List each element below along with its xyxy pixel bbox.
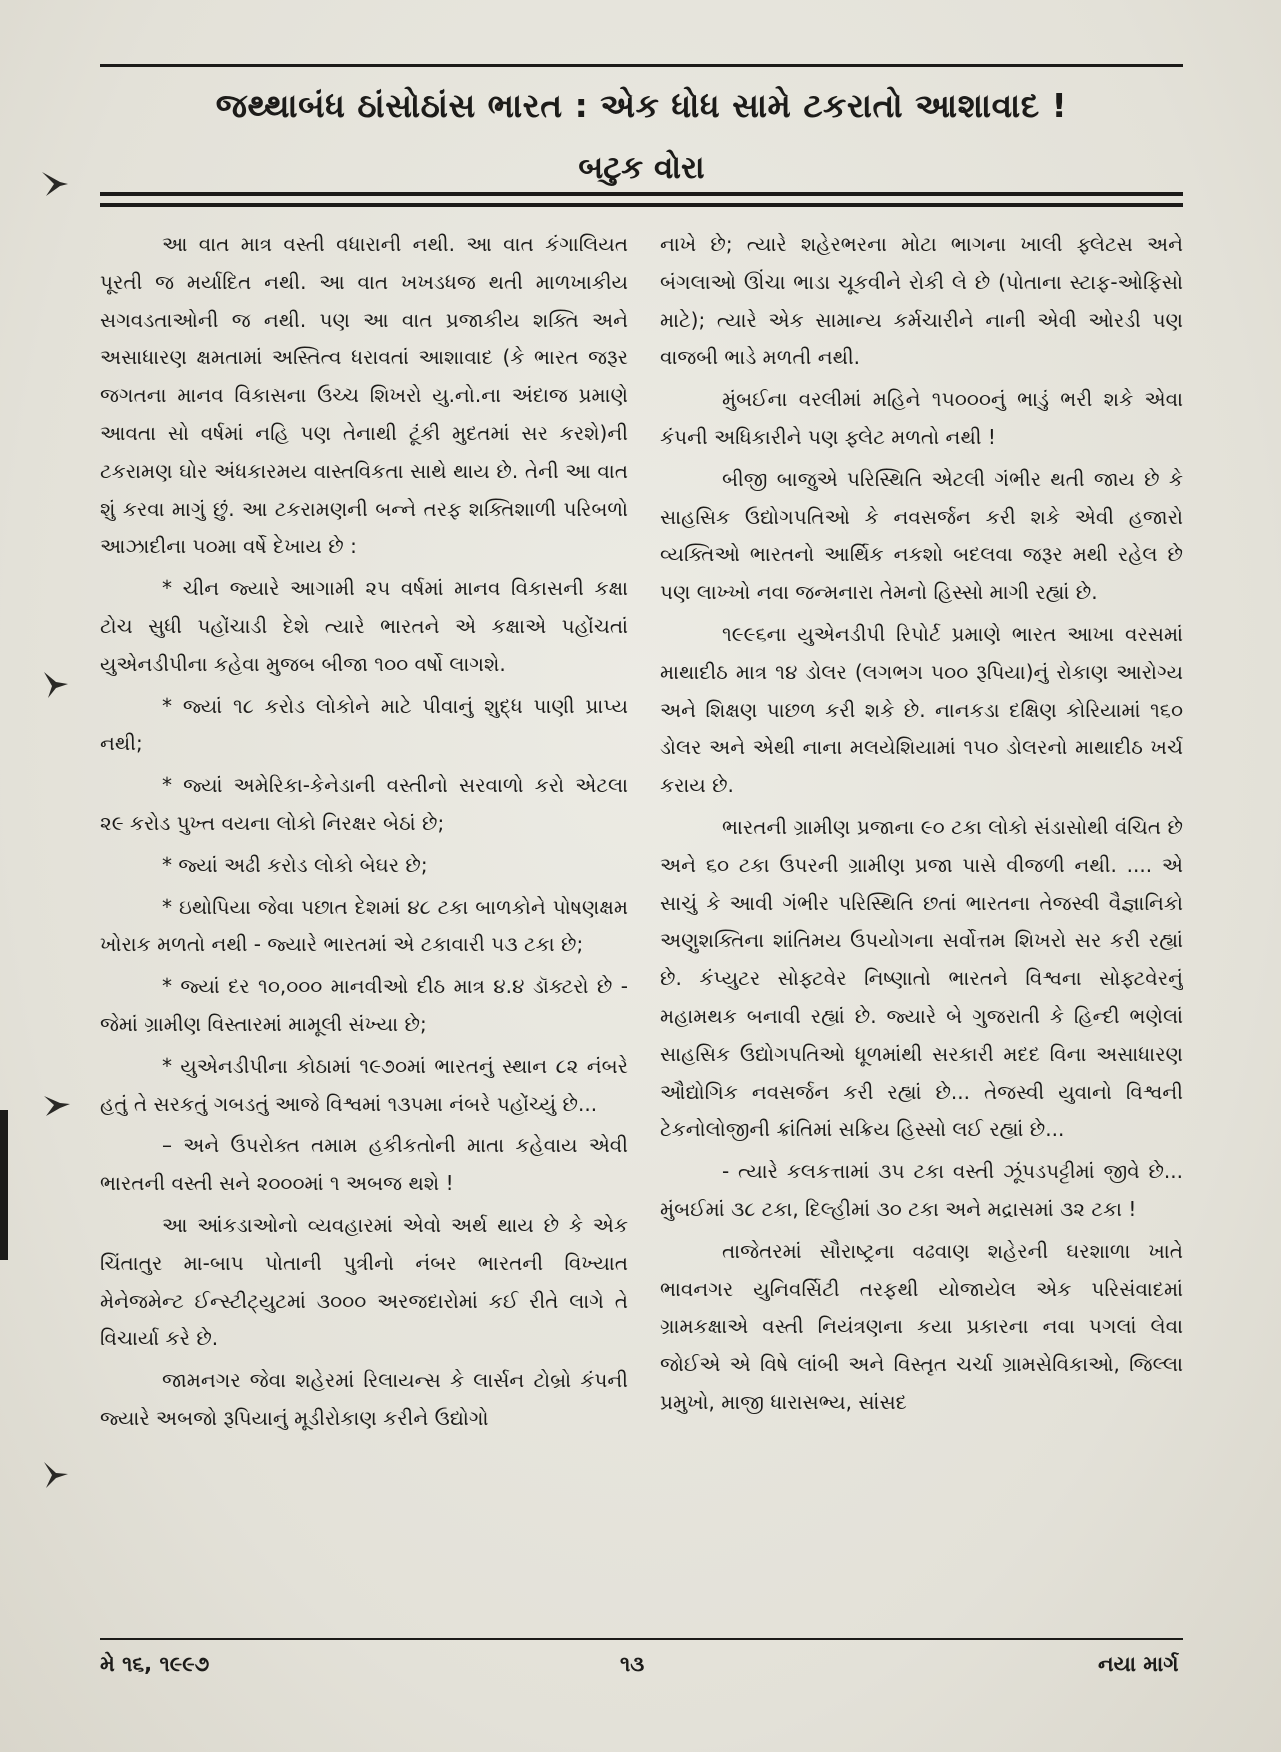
paragraph: તાજેતરમાં સૌરાષ્ટ્રના વઢવાણ શહેરની ઘરશાળા ખાતે ભાવનગર યુનિવર્સિટી તરફથી યોજાયેલ એક પરિસંવાદમાં ગ્રામકક્ષાએ વસ્તી નિયંત્રણના કયા પ્રકારના નવા પગલાં લેવા જોઈએ એ વિષે લાંબી અને વિસ્તૃત ચર્ચા ગ્રામસેવિકાઓ, જિલ્લા પ્રમુખો, માજી ધારાસભ્ય, સાંસદ xyxy=(660,1238,1183,1414)
paragraph: * જ્યાં ૧૮ કરોડ લોકોને માટે પીવાનું શુદ્ધ પાણી પ્રાપ્ય નથી; xyxy=(100,693,628,756)
paragraph: * જ્યાં અમેરિકા-કેનેડાની વસ્તીનો સરવાળો કરો એટલા ૨૯ કરોડ પુખ્ત વયના લોકો નિરક્ષર બેઠાં છે; xyxy=(100,773,628,835)
paragraph: મુંબઈના વરલીમાં મહિને ૧૫૦૦૦નું ભાડું ભરી શકે એવા કંપની અધિકારીને પણ ફ્લેટ મળતો નથી ! xyxy=(660,387,1183,449)
article-title: જથ્થાબંધ ઠાંસોઠાંસ ભારત : એક ધોધ સામે ટકરાતો આશાવાદ ! xyxy=(215,86,1068,125)
paragraph: ૧૯૯૬ના યુએનડીપી રિપોર્ટ પ્રમાણે ભારત આખા વરસમાં માથાદીઠ માત્ર ૧૪ ડોલર (લગભગ ૫૦૦ રૂપિયા)નું રોકાણ આરોગ્ય અને શિક્ષણ પાછળ કરી શકે છે. નાનકડા દક્ષિણ કોરિયામાં ૧૬૦ ડોલર અને એથી નાના મલયેશિયામાં ૧૫૦ ડોલરનો માથાદીઠ ખર્ચ કરાય છે. xyxy=(660,621,1183,798)
paragraph: * યુએનડીપીના કોઠામાં ૧૯૭૦માં ભારતનું સ્થાન ૮૨ નંબરે હતું તે સરકતું ગબડતું આજે વિશ્વમાં ૧૩૫મા નંબરે પહોંચ્યું છે... xyxy=(100,1053,628,1116)
staple-hole-mark xyxy=(40,670,70,700)
paragraph: આ વાત માત્ર વસ્તી વધારાની નથી. આ વાત કંગાલિયત પૂરતી જ મર્યાદિત નથી. આ વાત ખખડધજ થતી માળખાકીય સગવડતાઓની જ નથી. પણ આ વાત પ્રજાકીય શક્તિ અને અસાધારણ ક્ષમતામાં અસ્તિત્વ ધરાવતાં આશાવાદ (કે ભારત જરૂર જગતના માનવ વિકાસના ઉચ્ચ શિખરો યુ.નો.ના અંદાજ પ્રમાણે આવતા સો વર્ષમાં નહિ પણ તેનાથી ટૂંકી મુદતમાં સર કરશે)ની ટકરામણ ઘોર અંધકારમય વાસ્તવિકતા સાથે થાય છે. તેની આ વાત શું કરવા માગું છું. આ ટકરામણની બન્ને તરફ શક્તિશાળી પરિબળો આઝાદીના ૫૦મા વર્ષે દેખાય છે : xyxy=(100,232,628,559)
paragraph: બીજી બાજુએ પરિસ્થિતિ એટલી ગંભીર થતી જાય છે કે સાહસિક ઉદ્યોગપતિઓ કે નવસર્જન કરી શકે એવી હજારો વ્યક્તિઓ ભારતનો આર્થિક નકશો બદલવા જરૂર મથી રહેલ છે પણ લાખ્ખો નવા જન્મનારા તેમનો હિસ્સો માગી રહ્યાં છે. xyxy=(660,466,1183,605)
paragraph: * જ્યાં દર ૧૦,૦૦૦ માનવીઓ દીઠ માત્ર ૪.૪ ડૉક્ટરો છે - જેમાં ગ્રામીણ વિસ્તારમાં મામૂલી સંખ્યા છે; xyxy=(100,974,628,1036)
paragraph: - ત્યારે કલકત્તામાં ૩૫ ટકા વસ્તી ઝૂંપડપટ્ટીમાં જીવે છે... મુંબઈમાં ૩૮ ટકા, દિલ્હીમાં ૩૦ ટકા અને મદ્રાસમાં ૩૨ ટકા ! xyxy=(660,1159,1183,1221)
staple-hole-mark xyxy=(40,1460,70,1490)
page-number: ૧૩ xyxy=(620,1652,645,1676)
left-column xyxy=(100,226,628,1626)
magazine-name: નયા માર્ગ xyxy=(1098,1652,1179,1676)
top-rule xyxy=(100,64,1183,67)
paragraph: નાખે છે; ત્યારે શહેરભરના મોટા ભાગના ખાલી ફ્લેટસ અને બંગલાઓ ઊંચા ભાડા ચૂકવીને રોકી લે છે (પોતાના સ્ટાફ-ઓફિસો માટે); ત્યારે એક સામાન્ય કર્મચારીને નાની એવી ઓરડી પણ વાજબી ભાડે મળતી નથી. xyxy=(660,232,1183,370)
header-double-rule-top xyxy=(100,192,1183,196)
paragraph: – અને ઉપરોક્ત તમામ હકીકતોની માતા કહેવાય એવી ભારતની વસ્તી સને ૨૦૦૦માં ૧ અબજ થશે ! xyxy=(100,1133,628,1196)
paragraph: જામનગર જેવા શહેરમાં રિલાયન્સ કે લાર્સન ટોબ્રો કંપની જ્યારે અબજો રૂપિયાનું મૂડીરોકાણ કરીને ઉદ્યોગો xyxy=(100,1368,628,1430)
footer-rule xyxy=(100,1638,1183,1640)
paragraph: આ આંકડાઓનો વ્યવહારમાં એવો અર્થ થાય છે કે એક ચિંતાતુર મા-બાપ પોતાની પુત્રીનો નંબર ભારતની વિખ્યાત મેનેજમેન્ટ ઈન્સ્ટીટ્યુટમાં ૩૦૦૦ અરજદારોમાં કઈ રીતે લાગે તે વિચાર્યા કરે છે. xyxy=(100,1212,628,1351)
paragraph: * ચીન જ્યારે આગામી ૨૫ વર્ષમાં માનવ વિકાસની કક્ષા ટોચ સુધી પહોંચાડી દેશે ત્યારે ભારતને એ કક્ષાએ પહોંચતાં યુએનડીપીના કહેવા મુજબ બીજા ૧૦૦ વર્ષો લાગશે. xyxy=(100,576,628,676)
right-column xyxy=(660,226,1183,1626)
paragraph: * ઇથોપિયા જેવા પછાત દેશમાં ૪૮ ટકા બાળકોને પોષણક્ષમ ખોરાક મળતો નથી - જ્યારે ભારતમાં એ ટકાવારી ૫૩ ટકા છે; xyxy=(100,894,628,957)
paragraph: * જ્યાં અઢી કરોડ લોકો બેઘર છે; xyxy=(162,852,428,877)
edge-shadow xyxy=(0,1110,8,1260)
paragraph: ભારતની ગ્રામીણ પ્રજાના ૯૦ ટકા લોકો સંડાસોથી વંચિત છે અને ૬૦ ટકા ઉપરની ગ્રામીણ પ્રજા પાસે વીજળી નથી. .... એ સાચું કે આવી ગંભીર પરિસ્થિતિ છતાં ભારતના તેજસ્વી વૈજ્ઞાનિકો અણુશક્તિના શાંતિમય ઉપયોગના સર્વોત્તમ શિખરો સર કરી રહ્યાં છે. કંપ્યુટર સોફ્ટવેર નિષ્ણાતો ભારતને વિશ્વના સોફ્ટવેરનું મહામથક બનાવી રહ્યાં છે. જ્યારે બે ગુજરાતી કે હિન્દી ભણેલાં સાહસિક ઉદ્યોગપતિઓ ધૂળમાંથી સરકારી મદદ વિના અસાધારણ ઔદ્યોગિક નવસર્જન કરી રહ્યાં છે... તેજસ્વી યુવાનો વિશ્વની ટેકનોલોજીની ક્રાંતિમાં સક્રિય હિસ્સો લઈ રહ્યાં છે... xyxy=(660,814,1183,1142)
staple-hole-mark xyxy=(40,168,70,198)
footer-date: મે ૧૬, ૧૯૯૭ xyxy=(100,1652,210,1676)
staple-hole-mark xyxy=(42,1090,72,1120)
header-double-rule-bottom xyxy=(100,203,1183,207)
article-author: બટુક વોરા xyxy=(578,150,705,186)
